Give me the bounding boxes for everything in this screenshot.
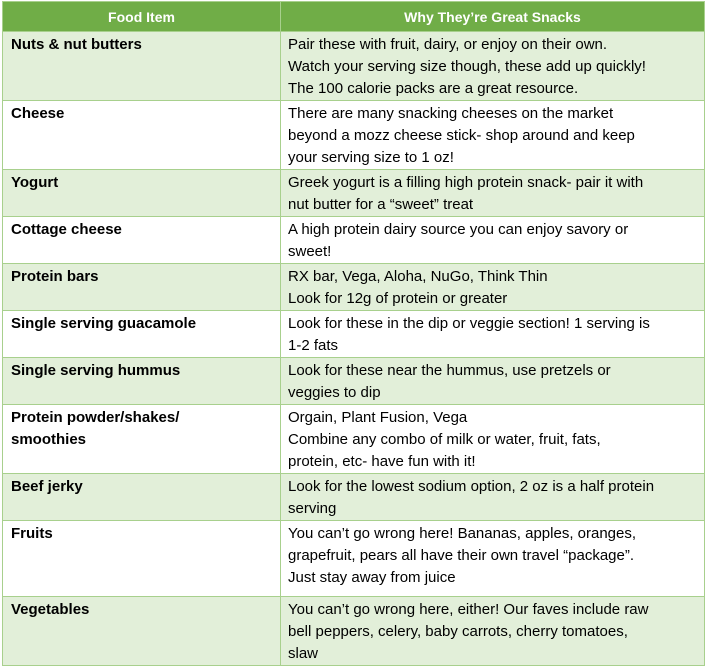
food-item-line: Vegetables	[11, 601, 90, 618]
table-row	[3, 597, 705, 666]
snack-reason-line: RX bar, Vega, Aloha, NuGo, Think Thin	[288, 268, 548, 285]
snack-reason-line: Combine any combo of milk or water, fruit, fats,	[288, 431, 601, 448]
snack-reason-line: The 100 calorie packs are a great resource.	[288, 80, 579, 97]
snack-reason-cell	[281, 217, 705, 264]
table-row	[3, 32, 705, 101]
food-item-line: Nuts & nut butters	[11, 36, 142, 53]
snack-reason-line: beyond a mozz cheese stick- shop around and keep	[288, 127, 635, 144]
snack-reason-line: Look for these near the hummus, use pretzels or	[288, 362, 611, 379]
snack-reason-line: You can’t go wrong here! Bananas, apples, oranges,	[288, 525, 637, 542]
table-row	[3, 521, 705, 597]
snack-reason-line: Look for the lowest sodium option, 2 oz is a half protein	[288, 478, 655, 495]
food-item-cell	[3, 264, 281, 311]
snack-reason-line: nut butter for a “sweet” treat	[288, 196, 474, 213]
food-item-line: smoothies	[11, 431, 87, 448]
snack-reason-line: Look for these in the dip or veggie section! 1 serving is	[288, 315, 650, 332]
food-item-cell	[3, 358, 281, 405]
snack-reason-cell	[281, 521, 705, 597]
food-item-line: Cottage cheese	[11, 221, 122, 238]
table-row	[3, 405, 705, 474]
snack-reason-cell	[281, 101, 705, 170]
table-row	[3, 311, 705, 358]
snack-reason-line: Look for 12g of protein or greater	[288, 290, 508, 307]
table-row	[3, 101, 705, 170]
snack-reason-line: Greek yogurt is a filling high protein snack- pair it with	[288, 174, 644, 191]
food-item-line: Single serving hummus	[11, 362, 181, 379]
food-item-line: Yogurt	[11, 174, 59, 191]
snack-reason-cell	[281, 358, 705, 405]
snack-reason-line: 1-2 fats	[288, 337, 339, 354]
food-item-line: Cheese	[11, 105, 65, 122]
food-item-line: Beef jerky	[11, 478, 83, 495]
snack-reason-line: protein, etc- have fun with it!	[288, 453, 476, 470]
snack-reason-cell	[281, 264, 705, 311]
snack-reason-line: sweet!	[288, 243, 332, 260]
snack-reason-cell	[281, 474, 705, 521]
food-item-cell	[3, 311, 281, 358]
snack-reason-line: Pair these with fruit, dairy, or enjoy on their own.	[288, 36, 608, 53]
food-item-line: Fruits	[11, 525, 53, 542]
food-item-line: Protein powder/shakes/	[11, 409, 180, 426]
table-row	[3, 358, 705, 405]
table-row	[3, 264, 705, 311]
food-item-cell	[3, 101, 281, 170]
snack-reason-line: A high protein dairy source you can enjoy savory or	[288, 221, 629, 238]
snack-reason-line: your serving size to 1 oz!	[288, 149, 454, 166]
snack-reason-line: grapefruit, pears all have their own travel “package”.	[288, 547, 635, 564]
food-item-cell	[3, 32, 281, 101]
snack-table	[2, 1, 705, 666]
food-item-cell	[3, 170, 281, 217]
table-row	[3, 474, 705, 521]
header-row	[3, 2, 705, 32]
snack-reason-cell	[281, 170, 705, 217]
food-item-cell	[3, 597, 281, 666]
food-item-cell	[3, 474, 281, 521]
snack-reason-line: slaw	[288, 645, 319, 662]
food-item-line: Single serving guacamole	[11, 315, 197, 332]
food-item-cell	[3, 521, 281, 597]
snack-reason-line: serving	[288, 500, 337, 517]
snack-reason-line: You can’t go wrong here, either! Our faves include raw	[288, 601, 649, 618]
snack-reason-cell	[281, 405, 705, 474]
table-row	[3, 170, 705, 217]
table-body	[3, 32, 705, 666]
snack-reason-line: veggies to dip	[288, 384, 381, 401]
food-item-cell	[3, 217, 281, 264]
snack-reason-cell	[281, 311, 705, 358]
snack-reason-cell	[281, 32, 705, 101]
snack-reason-line: Orgain, Plant Fusion, Vega	[288, 409, 468, 426]
snack-reason-line: Just stay away from juice	[288, 569, 456, 586]
food-item-cell	[3, 405, 281, 474]
food-item-line: Protein bars	[11, 268, 99, 285]
header-food-item: Food Item	[3, 2, 281, 32]
snack-reason-line: bell peppers, celery, baby carrots, cherry tomatoes,	[288, 623, 628, 640]
table-row	[3, 217, 705, 264]
snack-reason-line: There are many snacking cheeses on the market	[288, 105, 614, 122]
snack-reason-cell	[281, 597, 705, 666]
snack-reason-line: Watch your serving size though, these add up quickly!	[288, 58, 646, 75]
header-why-great-snacks: Why They’re Great Snacks	[281, 2, 705, 32]
